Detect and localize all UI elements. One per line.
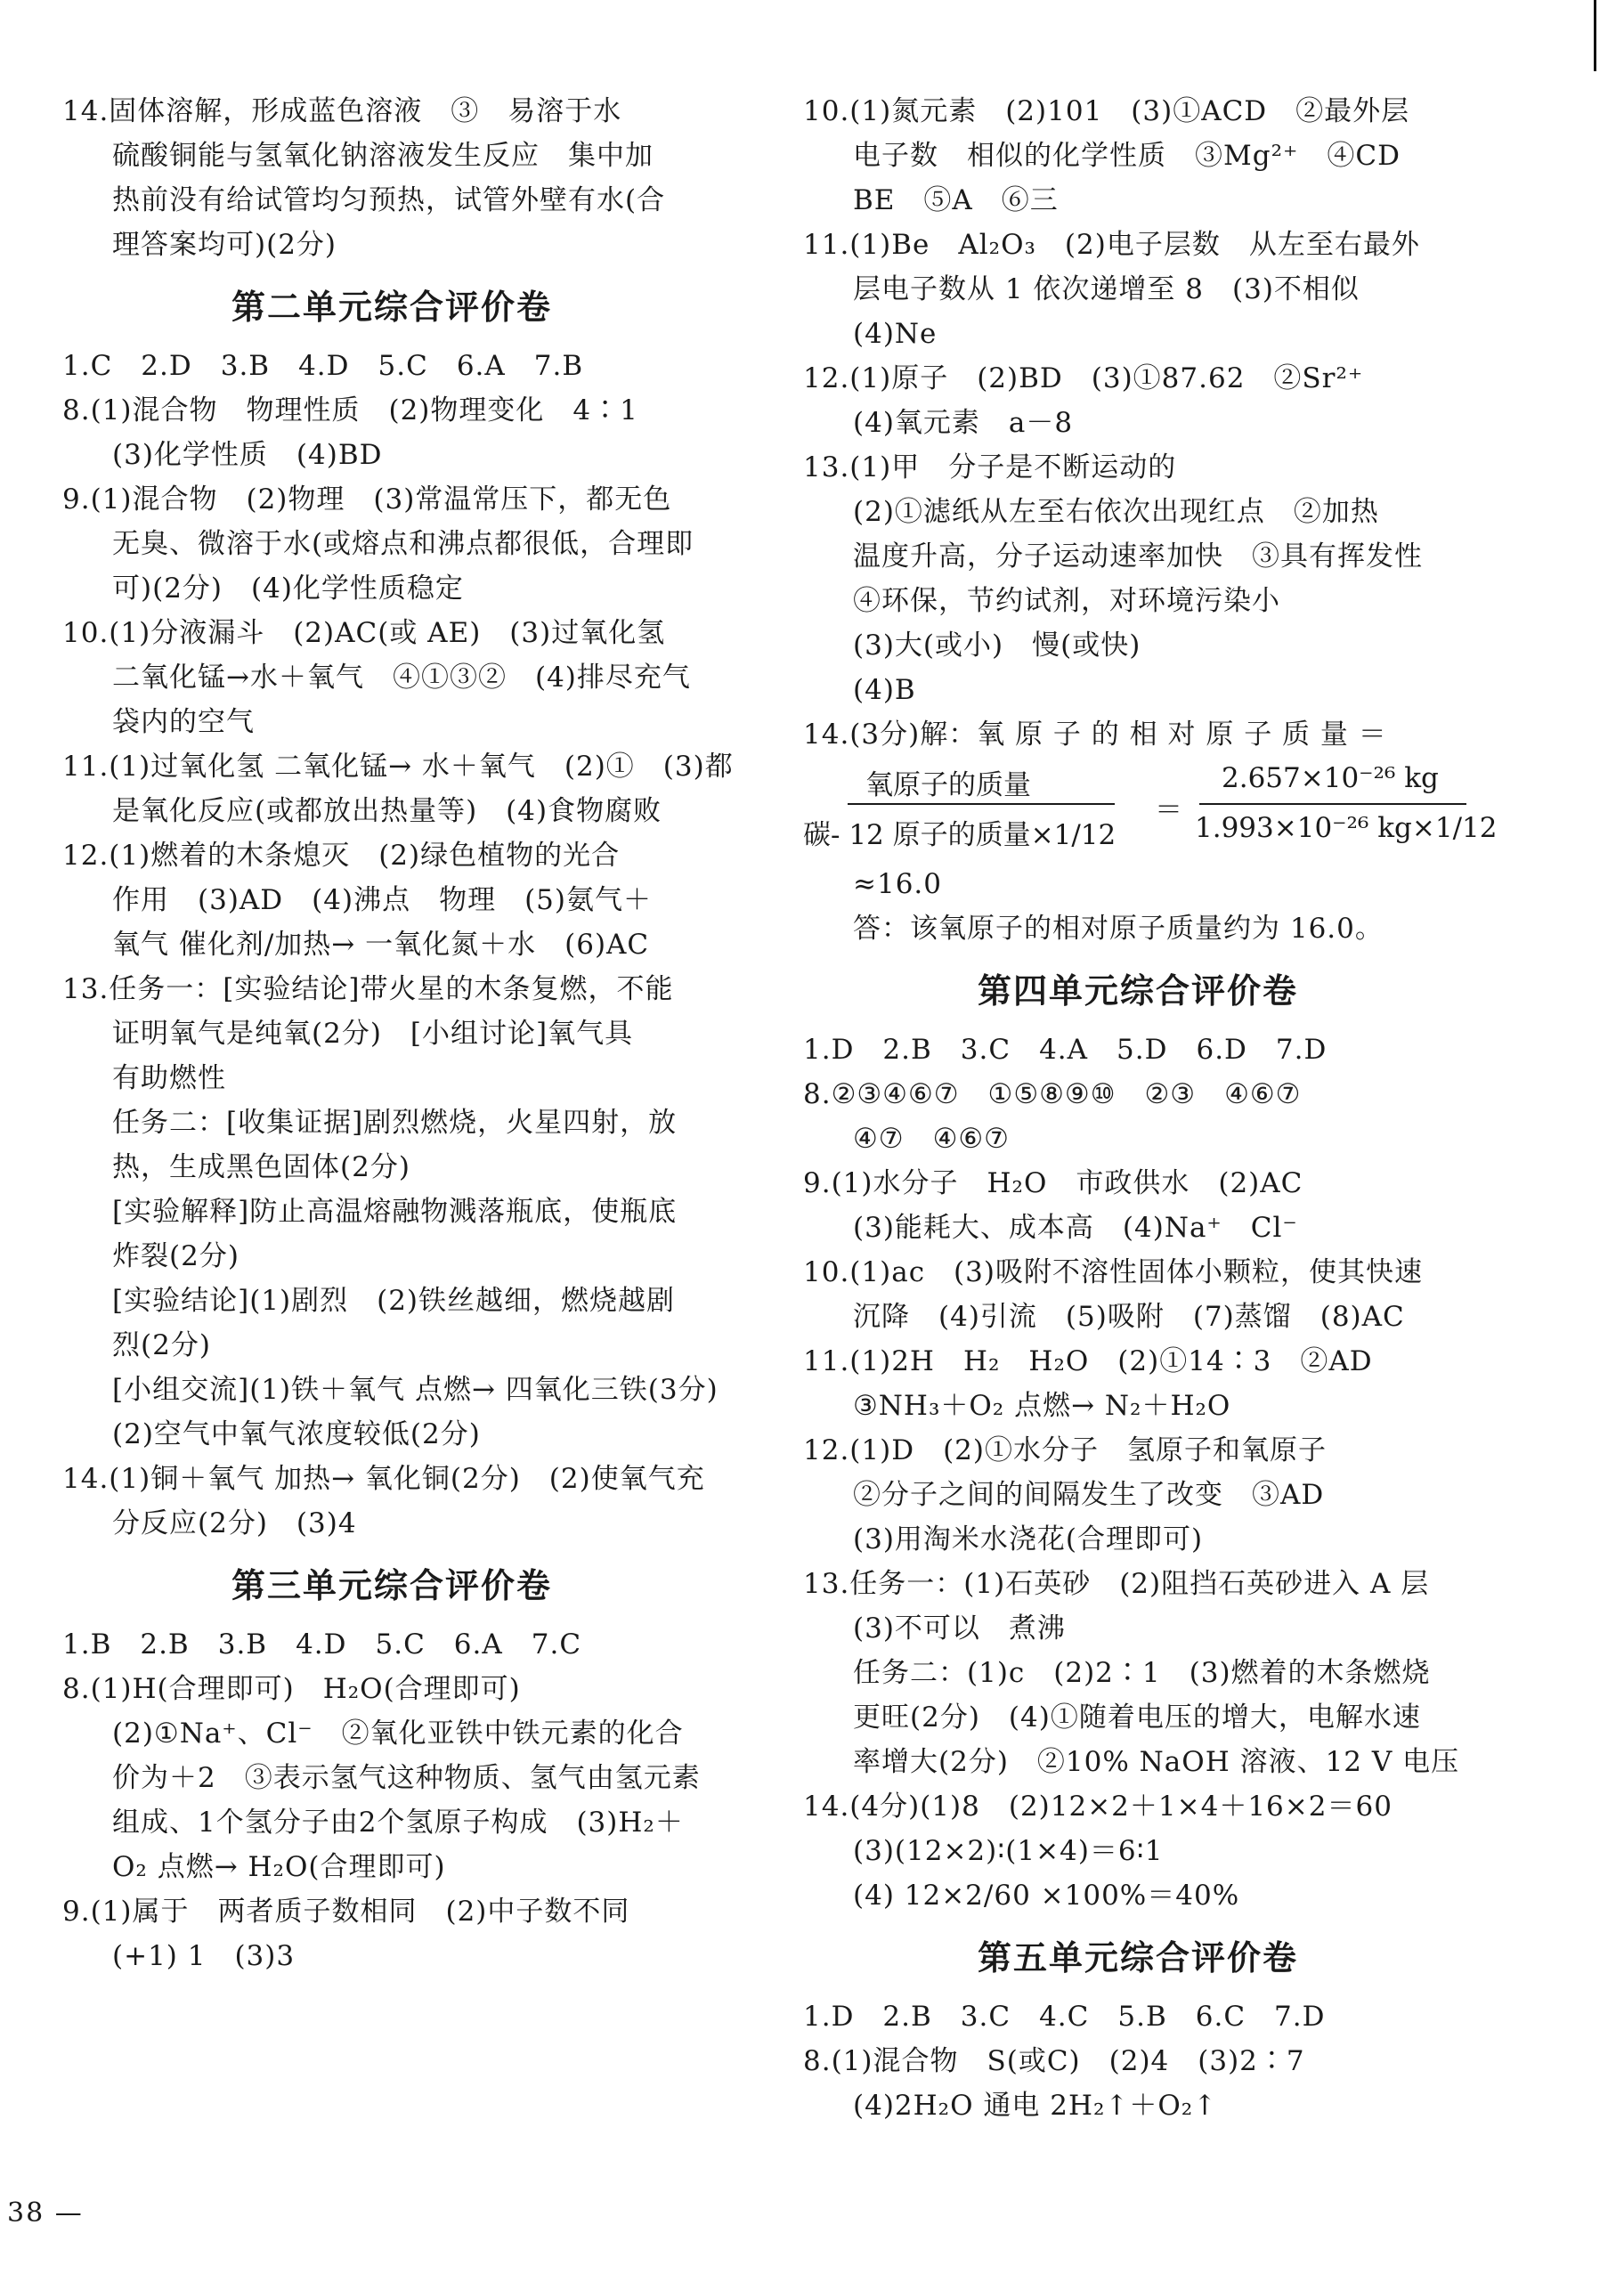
answer-line: 11.(1)过氧化氢 二氧化锰→ 水＋氧气 (2)① (3)都: [62, 751, 734, 783]
answer-line: (+1) 1 (3)3: [112, 1940, 296, 1972]
answer-line: 10.(1)分液漏斗 (2)AC(或 AE) (3)过氧化氢: [62, 617, 666, 649]
answer-line: 10.(1)ac (3)吸附不溶性固体小颗粒，使其快速: [803, 1256, 1423, 1288]
answer-line: 热，生成黑色固体(2分): [112, 1151, 410, 1183]
fraction-denominator: 碳- 12 原子的质量×1/12: [803, 819, 1116, 851]
answer-line: 11.(1)2H H₂ H₂O (2)①14∶3 ②AD: [803, 1345, 1373, 1377]
answer-line: [小组交流](1)铁＋氧气 点燃→ 四氧化三铁(3分): [112, 1374, 719, 1406]
answer-line: 热前没有给试管均匀预热，试管外壁有水(合: [112, 184, 666, 216]
left-column: [62, 89, 734, 1978]
answer-line: (2)①Na⁺、Cl⁻ ②氧化亚铁中铁元素的化合: [112, 1718, 684, 1750]
answer-line: 10.(1)氮元素 (2)101 (3)①ACD ②最外层: [803, 95, 1410, 127]
answer-line: 二氧化锰→水＋氧气 ④①③② (4)排尽充气: [112, 662, 691, 694]
unit3-answers-cont: [803, 89, 1473, 757]
answer-line: (4)氧元素 a－8: [853, 407, 1074, 439]
answer-line: 8.(1)混合物 物理性质 (2)物理变化 4∶1: [62, 394, 638, 426]
answer-line: O₂ 点燃→ H₂O(合理即可): [112, 1851, 446, 1883]
answer-line: 温度升高，分子运动速率加快 ③具有挥发性: [853, 540, 1423, 573]
answer-line: [实验解释]防止高温熔融物溅落瓶底，使瓶底: [112, 1196, 678, 1228]
answer-line: 分反应(2分) (3)4: [112, 1507, 357, 1539]
answer-line: BE ⑤A ⑥三: [853, 184, 1059, 216]
answer-line: 1.D 2.B 3.C 4.C 5.B 6.C 7.D: [803, 2001, 1326, 2033]
answer-line: 1.C 2.D 3.B 4.D 5.C 6.A 7.B: [62, 350, 584, 382]
section-heading-unit4: 第四单元综合评价卷: [977, 971, 1298, 1011]
answer-line: 8.②③④⑥⑦ ①⑤⑧⑨⑩ ②③ ④⑥⑦: [803, 1078, 1302, 1110]
answer-line: ③NH₃＋O₂ 点燃→ N₂＋H₂O: [853, 1390, 1231, 1422]
answer-line: 沉降 (4)引流 (5)吸附 (7)蒸馏 (8)AC: [853, 1301, 1405, 1333]
answer-line: ④环保，节约试剂，对环境污染小: [853, 585, 1280, 617]
answer-line: 价为＋2 ③表示氢气这种物质、氢气由氢元素: [112, 1762, 701, 1794]
answer-line: 任务二：[收集证据]剧烈燃烧，火星四射，放: [112, 1107, 678, 1139]
fraction-bar: [848, 803, 1115, 805]
answer-line: 14.(1)铜＋氧气 加热→ 氧化铜(2分) (2)使氧气充: [62, 1463, 705, 1495]
answer-line: (3)化学性质 (4)BD: [112, 439, 383, 471]
answer-line: (4)Ne: [853, 318, 938, 350]
fraction-numerator: 氧原子的质量: [865, 769, 1031, 801]
answer-line: 13.任务一：[实验结论]带火星的木条复燃，不能: [62, 973, 674, 1005]
answer-line: 率增大(2分) ②10% NaOH 溶液、12 V 电压: [853, 1746, 1460, 1778]
answer-line: 13.(1)甲 分子是不断运动的: [803, 451, 1177, 483]
answer-line: 硫酸铜能与氢氧化钠溶液发生反应 集中加: [112, 140, 654, 172]
answer-line: 层电子数从 1 依次递增至 8 (3)不相似: [853, 273, 1360, 305]
fraction-denominator: 1.993×10⁻²⁶ kg×1/12: [1195, 812, 1498, 844]
equals-sign: ＝: [1155, 794, 1182, 826]
answer-line: 无臭、微溶于水(或熔点和沸点都很低，合理即: [112, 528, 694, 560]
answer-line: 8.(1)H(合理即可) H₂O(合理即可): [62, 1673, 521, 1705]
answer-line: 任务二：(1)c (2)2∶1 (3)燃着的木条燃烧: [853, 1657, 1431, 1689]
unit3-answers-end: [803, 862, 1473, 951]
answer-line: (2)①滤纸从左至右依次出现红点 ②加热: [853, 496, 1379, 528]
answer-line: 作用 (3)AD (4)沸点 物理 (5)氨气＋: [112, 884, 652, 916]
section-heading-unit3: 第三单元综合评价卷: [231, 1566, 552, 1605]
answer-line: 烈(2分): [112, 1329, 211, 1361]
fraction-bar: [1199, 803, 1466, 805]
answer-line: (4)B: [853, 674, 916, 706]
answer-line: 组成、1个氢分子由2个氢原子构成 (3)H₂＋: [112, 1807, 684, 1839]
answer-line: 14.固体溶解，形成蓝色溶液 ③ 易溶于水: [62, 95, 622, 127]
answer-line: 是氧化反应(或都放出热量等) (4)食物腐败: [112, 795, 662, 827]
answer-line: 9.(1)属于 两者质子数相同 (2)中子数不同: [62, 1896, 630, 1928]
answer-line: 电子数 相似的化学性质 ③Mg²⁺ ④CD: [853, 140, 1401, 172]
answer-line: (4) 12×2/60 ×100%＝40%: [853, 1880, 1240, 1912]
answer-line: 14.(3分)解：氧 原 子 的 相 对 原 子 质 量 ＝: [803, 719, 1387, 751]
answer-line: 更旺(2分) (4)①随着电压的增大，电解水速: [853, 1701, 1421, 1734]
answer-line: 8.(1)混合物 S(或C) (2)4 (3)2∶7: [803, 2045, 1305, 2077]
unit5-answers: [803, 1994, 1473, 2128]
answer-line: 证明氧气是纯氧(2分) [小组讨论]氧气具: [112, 1018, 634, 1050]
answer-line: 11.(1)Be Al₂O₃ (2)电子层数 从左至右最外: [803, 229, 1420, 261]
answer-line: ④⑦ ④⑥⑦: [853, 1123, 1010, 1155]
answer-line: 可)(2分) (4)化学性质稳定: [112, 573, 464, 605]
answer-line: 14.(4分)(1)8 (2)12×2＋1×4＋16×2＝60: [803, 1791, 1393, 1823]
answer-line: 袋内的空气: [112, 706, 255, 738]
answer-line: 12.(1)原子 (2)BD (3)①87.62 ②Sr²⁺: [803, 362, 1364, 394]
answer-line: 答：该氧原子的相对原子质量约为 16.0。: [853, 913, 1384, 945]
answer-line: ②分子之间的间隔发生了改变 ③AD: [853, 1479, 1325, 1511]
section-heading-unit5: 第五单元综合评价卷: [977, 1938, 1298, 1977]
answer-line: 理答案均可)(2分): [112, 229, 337, 261]
right-column: [803, 89, 1498, 2128]
answer-line: 氧气 催化剂/加热→ 一氧化氮＋水 (6)AC: [112, 929, 650, 961]
answer-line: 12.(1)燃着的木条熄灭 (2)绿色植物的光合: [62, 840, 621, 872]
answer-line: (3)(12×2)∶(1×4)＝6∶1: [853, 1835, 1164, 1867]
answer-line: [实验结论](1)剧烈 (2)铁丝越细，燃烧越剧: [112, 1285, 676, 1317]
margin-rule: [1594, 0, 1596, 71]
answer-line: (3)用淘米水浇花(合理即可): [853, 1523, 1204, 1555]
answer-line: 9.(1)水分子 H₂O 市政供水 (2)AC: [803, 1167, 1303, 1199]
unit3-answers: [62, 1622, 721, 1978]
answer-line: 1.B 2.B 3.B 4.D 5.C 6.A 7.C: [62, 1628, 582, 1661]
answer-line: 13.任务一：(1)石英砂 (2)阻挡石英砂进入 A 层: [803, 1568, 1430, 1600]
fraction-numerator: 2.657×10⁻²⁶ kg: [1222, 762, 1439, 794]
answer-line: (3)不可以 煮沸: [853, 1612, 1066, 1645]
answer-line: 12.(1)D (2)①水分子 氢原子和氧原子: [803, 1434, 1327, 1466]
page-number: 38 —: [7, 2197, 84, 2229]
unit2-answers: [62, 344, 734, 1546]
unit4-answers: [803, 1027, 1473, 1918]
answer-line: 9.(1)混合物 (2)物理 (3)常温常压下，都无色: [62, 483, 672, 516]
answer-line: 有助燃性: [112, 1062, 226, 1094]
answer-line: (2)空气中氧气浓度较低(2分): [112, 1418, 481, 1450]
relative-atomic-mass-formula: [803, 757, 1498, 862]
answer-line: (4)2H₂O 通电 2H₂↑＋O₂↑: [853, 2090, 1218, 2122]
answer-line: (3)大(或小) 慢(或快): [853, 629, 1141, 662]
answer-line: (3)能耗大、成本高 (4)Na⁺ Cl⁻: [853, 1212, 1298, 1244]
answer-line: 1.D 2.B 3.C 4.A 5.D 6.D 7.D: [803, 1034, 1328, 1066]
answer-line: 炸裂(2分): [112, 1240, 240, 1272]
answer-line: ≈16.0: [853, 868, 942, 900]
section-heading-unit2: 第二单元综合评价卷: [231, 288, 552, 327]
